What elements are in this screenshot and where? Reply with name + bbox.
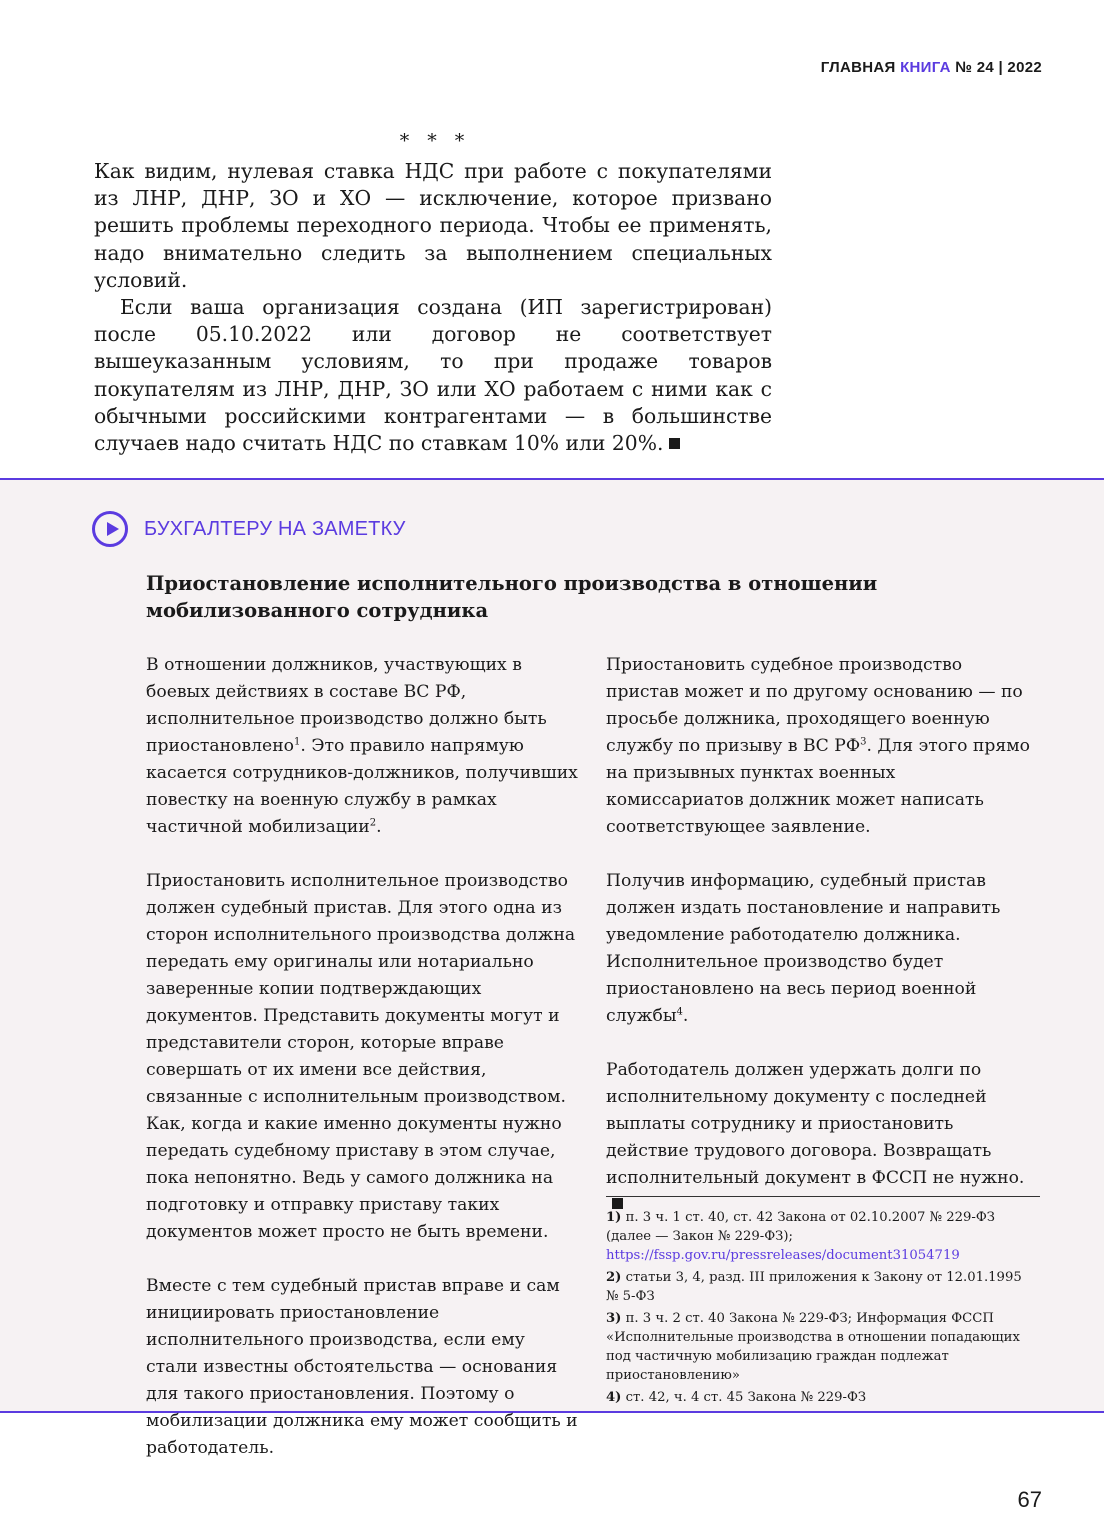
footnotes: [606, 1208, 1038, 1410]
note-paragraph: [606, 1057, 1038, 1219]
note-text: . Для этого прямо на призывных пунктах военных комиссариатов должник может написать соответствующее заявление.: [606, 736, 1030, 837]
note-paragraph: Приостановить исполнительное производство должен судебный пристав. Для этого одна из сторон исполнительного производства должна передать ему оригиналы или нотариально заверенные копии подтверждающих документов. Представить документы могут и представители сторон, которые вправе совершать от их имени все действия, связанные с исполнительным производством. Как, когда и какие именно документы нужно передать судебному приставу в этом случае, пока непонятно. Ведь у самого должника на подготовку и отправку приставу таких документов может просто не быть времени.: [146, 871, 576, 1242]
note-column-right: [606, 652, 1038, 1246]
note-paragraph: [606, 652, 1038, 841]
footnote-text: ст. 42, ч. 4 ст. 45 Закона № 229-ФЗ: [625, 1390, 867, 1405]
note-text: Получив информацию, судебный пристав должен издать постановление и направить уведомление работодателю должника. Исполнительное производство будет приостановлено на весь период военной службы: [606, 871, 1001, 1026]
note-text: В отношении должников, участвующих в боевых действиях в составе ВС РФ, исполнительное производство должно быть приостановлено: [146, 655, 547, 756]
article-conclusion: [94, 158, 772, 457]
note-label: БУХГАЛТЕРУ НА ЗАМЕТКУ: [144, 517, 406, 540]
note-paragraph: [146, 652, 578, 841]
masthead: [821, 59, 1042, 76]
masthead-title-accent: КНИГА: [900, 59, 951, 76]
end-mark-icon: [669, 438, 680, 449]
page-number: 67: [1017, 1487, 1042, 1512]
note-paragraph: [606, 868, 1038, 1030]
issue-number: № 24 | 2022: [955, 59, 1042, 76]
note-title: Приостановление исполнительного производства в отношении мобилизованного сотрудника: [146, 572, 878, 622]
footnote-number: 4): [606, 1390, 622, 1405]
note-header: [92, 508, 406, 550]
footnote-ref: 2: [369, 817, 377, 829]
footnote-ref: 4: [676, 1006, 683, 1018]
footnote-number: 2): [606, 1270, 622, 1285]
footnote-text: п. 3 ч. 1 ст. 40, ст. 42 Закона от 02.10.2007 № 229-ФЗ (далее — Закон № 229-ФЗ);: [606, 1210, 996, 1244]
footnote-ref: 1: [294, 736, 301, 748]
note-text: Приостановить судебное производство пристав может и по другому основанию — по просьбе должника, проходящего военную службу по призыву в ВС РФ: [606, 655, 1023, 756]
note-text: . Это правило напрямую касается сотрудников-должников, получивших повестку на военную службу в рамках частичной мобилизации: [146, 736, 578, 837]
footnote-number: 3): [606, 1311, 622, 1326]
footnote: [606, 1309, 1038, 1385]
note-text: Работодатель должен удержать долги по исполнительному документу с последней выплаты сотруднику и приостановить действие трудового договора. Возвращать исполнительный документ в ФССП не нужно.: [606, 1060, 1025, 1188]
footnote-text: п. 3 ч. 2 ст. 40 Закона № 229-ФЗ; Информация ФССП «Исполнительные производства в отношении попадающих под частичную мобилизацию граждан подлежат приостановлению»: [606, 1311, 1020, 1383]
note-column-left: [146, 652, 578, 1489]
footnote: [606, 1388, 1038, 1407]
footnote-number: 1): [606, 1210, 622, 1225]
footnote-divider: [606, 1196, 1040, 1197]
footnote: [606, 1268, 1038, 1306]
note-text: .: [376, 817, 382, 837]
article-paragraph: [94, 294, 772, 457]
accountant-note-box: [0, 478, 1104, 1458]
article-paragraph: Как видим, нулевая ставка НДС при работе с покупателями из ЛНР, ДНР, ЗО и ХО — исключение, которое призвано решить проблемы переходного периода. Чтобы ее применять, надо внимательно следить за выполнением специальных условий.: [94, 159, 772, 292]
note-paragraph: Вместе с тем судебный пристав вправе и сам инициировать приостановление исполнительного производства, если ему стали известны обстоятельства — основания для такого приостановления. Поэтому о мобилизации должника ему может сообщить и работодатель.: [146, 1276, 578, 1458]
note-text: .: [682, 1006, 689, 1026]
masthead-title: ГЛАВНАЯ: [820, 59, 896, 76]
footnote-link[interactable]: https://fssp.gov.ru/pressreleases/document31054719: [606, 1248, 960, 1263]
play-icon: [92, 511, 128, 547]
section-separator: * * *: [399, 130, 471, 152]
footnote: [606, 1208, 1038, 1265]
article-paragraph-text: Если ваша организация создана (ИП зарегистрирован) после 05.10.2022 или договор не соответствует вышеуказанным условиям, то при продаже товаров покупателям из ЛНР, ДНР, ЗО или ХО работаем с ними как с обычными российскими контрагентами — в большинстве случаев надо считать НДС по ставкам 10% или 20%.: [94, 295, 772, 456]
footnote-ref: 3: [860, 736, 867, 748]
footnote-text: статьи 3, 4, разд. III приложения к Закону от 12.01.1995 № 5-ФЗ: [606, 1270, 1022, 1304]
